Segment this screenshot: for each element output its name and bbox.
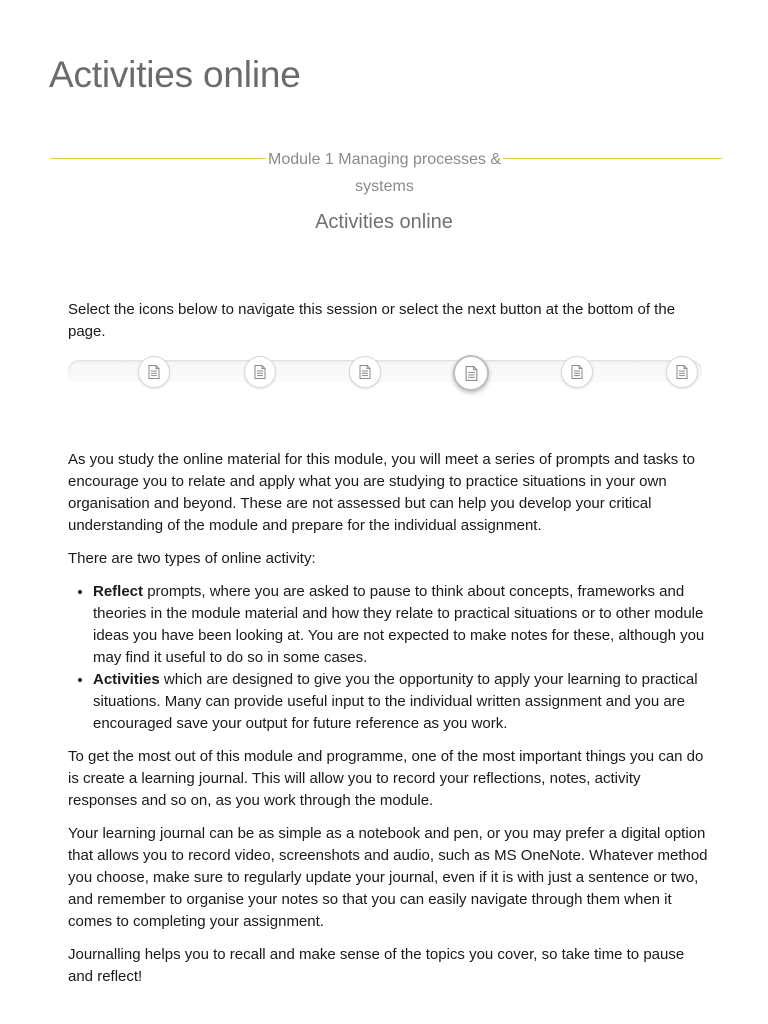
module-name: Module 1 Managing processes & systems [267,151,502,195]
activity-type-list [68,581,708,735]
list-item-reflect [93,581,708,669]
nav-node-1[interactable] [138,356,170,388]
intro-block [68,299,704,343]
main-content [68,449,708,999]
paragraph-activity-types: There are two types of online activity: [68,550,316,567]
document-icon [254,365,266,379]
paragraph-overview: As you study the online material for this module, you will meet a series of prompts and tasks to encourage you to relate and apply what you are studying to practice situations in your own organisation and beyond. These are not assessed but can help you develop your critical understanding of the module and prepare for the individual assignment. [68,451,695,534]
list-item-text: which are designed to give you the opportunity to apply your learning to practical situations. Many can provide useful input to the individual written assignment and you are encouraged save your output for future reference as you work. [93,671,698,732]
nav-node-6[interactable] [666,356,698,388]
list-item-term: Reflect [93,583,144,600]
nav-node-5[interactable] [561,356,593,388]
session-navigation [68,356,702,384]
nav-node-2[interactable] [244,356,276,388]
document-icon [148,365,160,379]
document-icon [359,365,371,379]
session-title: Activities online [315,211,453,233]
navigation-instructions: Select the icons below to navigate this session or select the next button at the bottom of the page. [68,301,676,340]
list-item-activities [93,669,708,735]
nav-node-3[interactable] [349,356,381,388]
list-item-term: Activities [93,671,160,688]
document-icon [571,365,583,379]
header-divider-right [503,158,722,159]
nav-node-4-current[interactable] [453,355,489,391]
page-title: Activities online [49,54,301,95]
document-icon [676,365,688,379]
document-icon [465,366,478,381]
paragraph-journal-options: Your learning journal can be as simple as a notebook and pen, or you may prefer a digital option that allows you to record video, screenshots and audio, such as MS OneNote. Whatever method you choose, make sure to regularly update your journal, even if it is with just a sentence or two, and remember to organise your notes so that you can easily navigate through them when it comes to completing your assignment. [68,825,708,930]
paragraph-reflect: Journalling helps you to recall and make sense of the topics you cover, so take time to pause and reflect! [68,946,685,985]
paragraph-learning-journal: To get the most out of this module and programme, one of the most important things you can do is create a learning journal. This will allow you to record your reflections, notes, activity responses and so on, as you work through the module. [68,748,704,809]
list-item-text: prompts, where you are asked to pause to think about concepts, frameworks and theories in the module material and how they relate to practical situations or to other module ideas you have been looking at. You are not expected to make notes for these, although you may find it useful to do so in some cases. [93,583,705,666]
header-divider-left [50,158,266,159]
